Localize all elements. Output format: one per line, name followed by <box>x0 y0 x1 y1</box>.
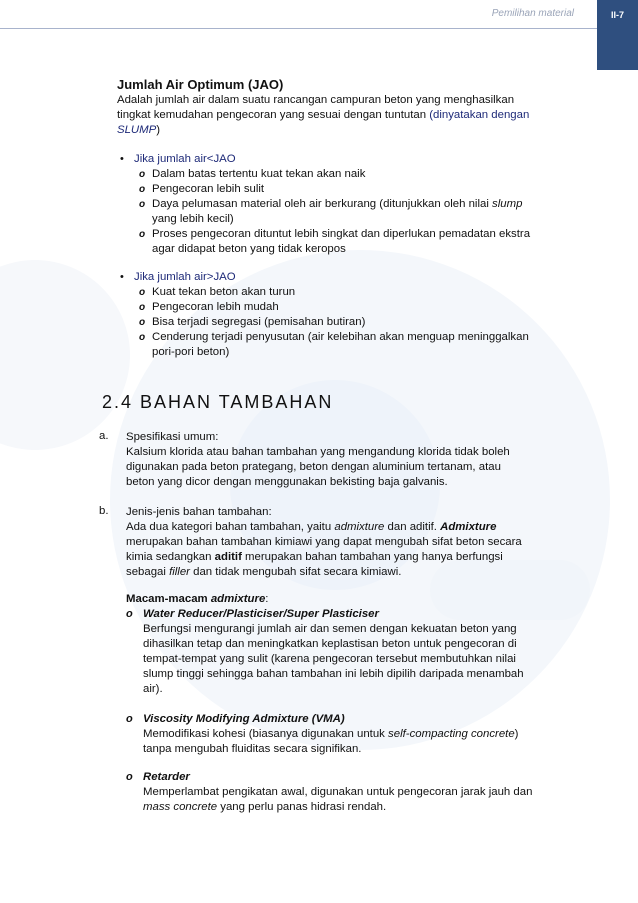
item-b-line <box>126 550 585 565</box>
circle-bullet-icon: o <box>139 302 146 313</box>
less-jao-title: Jika jumlah air<JAO <box>134 153 236 165</box>
item-b-text: sebagai <box>126 566 170 578</box>
vma-text: Memodifikasi kohesi (biasanya digunakan untuk <box>143 728 389 740</box>
less-jao-item-text: Daya pelumasan material oleh air berkurang (ditunjukkan oleh nilai <box>152 198 493 210</box>
water-reducer-line: air). <box>143 683 163 695</box>
bullet-icon: • <box>120 153 124 165</box>
item-a-line: digunakan pada beton prategang, beton dengan aluminium tertanam, atau <box>126 461 501 473</box>
item-b-label: b. <box>99 505 109 517</box>
item-b-line: merupakan bahan tambahan kimiawi yang dapat mengubah sifat beton secara <box>126 536 522 548</box>
item-b-text: merupakan bahan tambahan yang hanya berfungsi <box>241 551 503 563</box>
less-jao-item: Pengecoran lebih sulit <box>152 183 265 195</box>
circle-bullet-icon: o <box>126 713 133 725</box>
more-jao-item: Pengecoran lebih mudah <box>152 301 279 313</box>
less-jao-item-cont: agar didapat beton yang tidak keropos <box>152 243 346 255</box>
item-a-line: Kalsium klorida atau bahan tambahan yang mengandung klorida tidak boleh <box>126 446 510 458</box>
mass-concrete-term: mass concrete <box>143 801 218 813</box>
circle-bullet-icon: o <box>139 317 146 328</box>
heading-colon: : <box>265 593 269 605</box>
item-b-text: dan tidak mengubah sifat secara kimiawi. <box>189 566 402 578</box>
circle-bullet-icon: o <box>139 184 146 195</box>
item-a-title: Spesifikasi umum: <box>126 431 219 443</box>
admixture-types-heading <box>126 592 268 607</box>
less-jao-item: Proses pengecoran dituntut lebih singkat dan diperlukan pemadatan ekstra <box>152 228 531 240</box>
water-reducer-line: Berfungsi mengurangi jumlah air dan semen dengan kekuatan beton yang <box>143 623 517 635</box>
vma-title: Viscosity Modifying Admixture (VMA) <box>143 713 345 725</box>
more-jao-item: Cenderung terjadi penyusutan (air kelebihan akan menguap meninggalkan <box>152 331 529 343</box>
more-jao-item: Bisa terjadi segregasi (pemisahan butiran) <box>152 316 366 328</box>
jao-intro-line-2 <box>117 108 585 123</box>
jao-intro-line-1: Adalah jumlah air dalam suatu rancangan campuran beton yang menghasilkan <box>117 94 515 106</box>
jao-intro-text: tingkat kemudahan pengecoran yang sesuai dengan tuntutan <box>117 109 430 121</box>
close-paren: ) <box>156 124 161 136</box>
retarder-title: Retarder <box>143 771 190 783</box>
bullet-icon: • <box>120 271 124 283</box>
item-a-label: a. <box>99 430 109 442</box>
circle-bullet-icon: o <box>126 608 133 620</box>
item-b-line <box>126 520 585 535</box>
water-reducer-line: tempat-tempat yang sulit (karena pengecoran tersebut membutuhkan nilai <box>143 653 516 665</box>
scc-term: self-compacting concrete <box>388 728 515 740</box>
item-a-line: beton yang dicor dengan menggunakan bekisting baja galvanis. <box>126 476 448 488</box>
section-heading: 2.4 BAHAN TAMBAHAN <box>102 392 334 412</box>
item-b-text: dan aditif. <box>384 521 441 533</box>
circle-bullet-icon: o <box>139 169 146 180</box>
less-jao-item <box>152 197 585 212</box>
more-jao-item: Kuat tekan beton akan turun <box>152 286 296 298</box>
admixture-term-bold: Admixture <box>440 521 497 533</box>
running-header: Pemilihan material <box>491 8 574 19</box>
retarder-line: Memperlambat pengikatan awal, digunakan untuk pengecoran jarak jauh dan <box>143 786 533 798</box>
circle-bullet-icon: o <box>139 199 146 210</box>
jao-intro-line-3 <box>117 123 160 138</box>
vma-line: tanpa mengubah fluiditas secara signifikan. <box>143 743 362 755</box>
less-jao-item: Dalam batas tertentu kuat tekan akan naik <box>152 168 366 180</box>
item-b-text: kimia sedangkan <box>126 551 215 563</box>
item-b-text: Ada dua kategori bahan tambahan, yaitu <box>126 521 335 533</box>
more-jao-item-cont: pori-pori beton) <box>152 346 230 358</box>
vma-text: ) <box>514 728 519 740</box>
water-reducer-line: dihasilkan tetap dan meningkatkan keplastisan beton untuk pengecoran di <box>143 638 517 650</box>
page-number-tab: II-7 <box>597 0 638 70</box>
circle-bullet-icon: o <box>139 332 146 343</box>
slump-term: SLUMP <box>117 124 157 136</box>
retarder-text: yang perlu panas hidrasi rendah. <box>217 801 387 813</box>
jao-intro-note: (dinyatakan dengan <box>429 109 530 121</box>
more-jao-title: Jika jumlah air>JAO <box>134 271 236 283</box>
aditif-term: aditif <box>214 551 242 563</box>
less-jao-item-cont: yang lebih kecil) <box>152 213 234 225</box>
heading-text: Macam-macam <box>126 593 211 605</box>
circle-bullet-icon: o <box>139 229 146 240</box>
water-reducer-title: Water Reducer/Plasticiser/Super Plasticiser <box>143 608 379 620</box>
retarder-line <box>143 800 386 815</box>
admixture-term: admixture <box>334 521 385 533</box>
circle-bullet-icon: o <box>126 771 133 783</box>
jao-heading: Jumlah Air Optimum (JAO) <box>117 77 284 92</box>
filler-term: filler <box>169 566 190 578</box>
slump-term: slump <box>492 198 523 210</box>
heading-term: admixture <box>210 593 266 605</box>
water-reducer-line: slump tinggi sehingga bahan tambahan ini lebih dipilih daripada menambah <box>143 668 524 680</box>
item-b-line <box>126 565 401 580</box>
vma-line <box>143 727 585 742</box>
circle-bullet-icon: o <box>139 287 146 298</box>
item-b-title: Jenis-jenis bahan tambahan: <box>126 506 272 518</box>
